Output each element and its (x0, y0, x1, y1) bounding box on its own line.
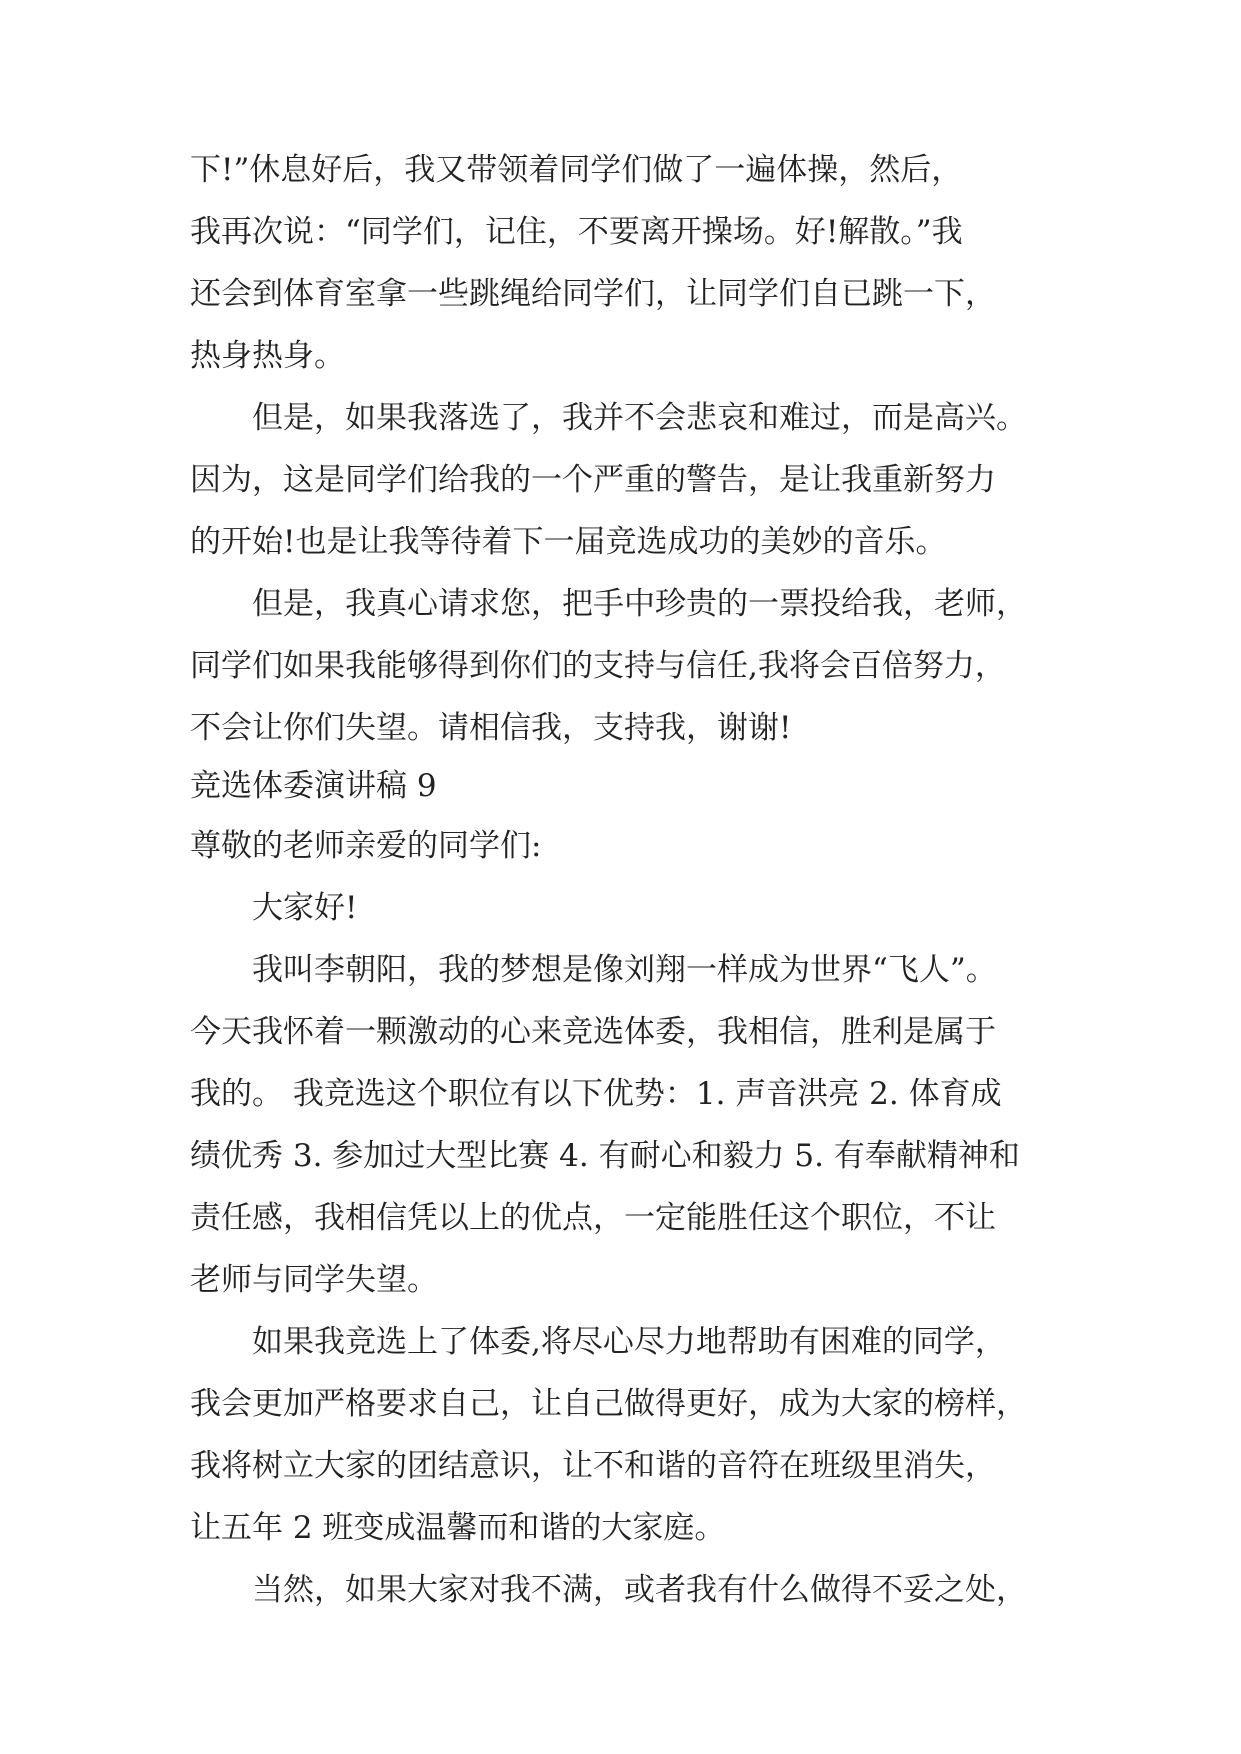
paragraph-first-line: 我叫李朝阳，我的梦想是像刘翔一样成为世界“飞人”。 (252, 952, 997, 988)
text-line: 让五年 2 班变成温馨而和谐的大家庭。 (190, 1510, 726, 1546)
section-title: 竞选体委演讲稿 9 (190, 768, 437, 804)
paragraph-first-line: 但是，我真心请求您，把手中珍贵的一票投给我，老师， (252, 586, 1027, 622)
text-line: 热身热身。 (190, 338, 345, 374)
paragraph-first-line: 但是，如果我落选了，我并不会悲哀和难过，而是高兴。 (252, 400, 1027, 436)
text-line: 今天我怀着一颗激动的心来竞选体委，我相信，胜利是属于 (190, 1014, 996, 1050)
greeting: 大家好! (252, 890, 358, 926)
text-line: 老师与同学失望。 (190, 1262, 438, 1298)
text-line: 还会到体育室拿一些跳绳给同学们，让同学们自已跳一下， (190, 276, 996, 312)
text-line: 因为，这是同学们给我的一个严重的警告，是让我重新努力 (190, 462, 996, 498)
text-line: 同学们如果我能够得到你们的支持与信任,我将会百倍努力， (190, 648, 1006, 684)
text-line: 我再次说：“同学们，记住，不要离开操场。好!解散。”我 (190, 214, 963, 250)
text-line: 下!”休息好后，我又带领着同学们做了一遍体操，然后， (190, 152, 963, 188)
text-line: 我会更加严格要求自己，让自己做得更好，成为大家的榜样， (190, 1386, 1027, 1422)
text-line: 绩优秀 3. 参加过大型比赛 4. 有耐心和毅力 5. 有奉献精神和 (190, 1138, 1020, 1174)
text-line: 不会让你们失望。请相信我，支持我，谢谢! (190, 710, 792, 746)
paragraph-first-line: 如果我竞选上了体委,将尽心尽力地帮助有困难的同学， (252, 1324, 1006, 1360)
text-line: 我将树立大家的团结意识，让不和谐的音符在班级里消失， (190, 1448, 996, 1484)
paragraph-first-line: 当然，如果大家对我不满，或者我有什么做得不妥之处， (252, 1572, 1027, 1608)
salutation: 尊敬的老师亲爱的同学们: (190, 828, 542, 864)
text-line: 责任感，我相信凭以上的优点，一定能胜任这个职位，不让 (190, 1200, 996, 1236)
text-line: 我的。 我竞选这个职位有以下优势：1. 声音洪亮 2. 体育成 (190, 1076, 1002, 1112)
text-line: 的开始!也是让我等待着下一届竞选成功的美妙的音乐。 (190, 524, 947, 560)
